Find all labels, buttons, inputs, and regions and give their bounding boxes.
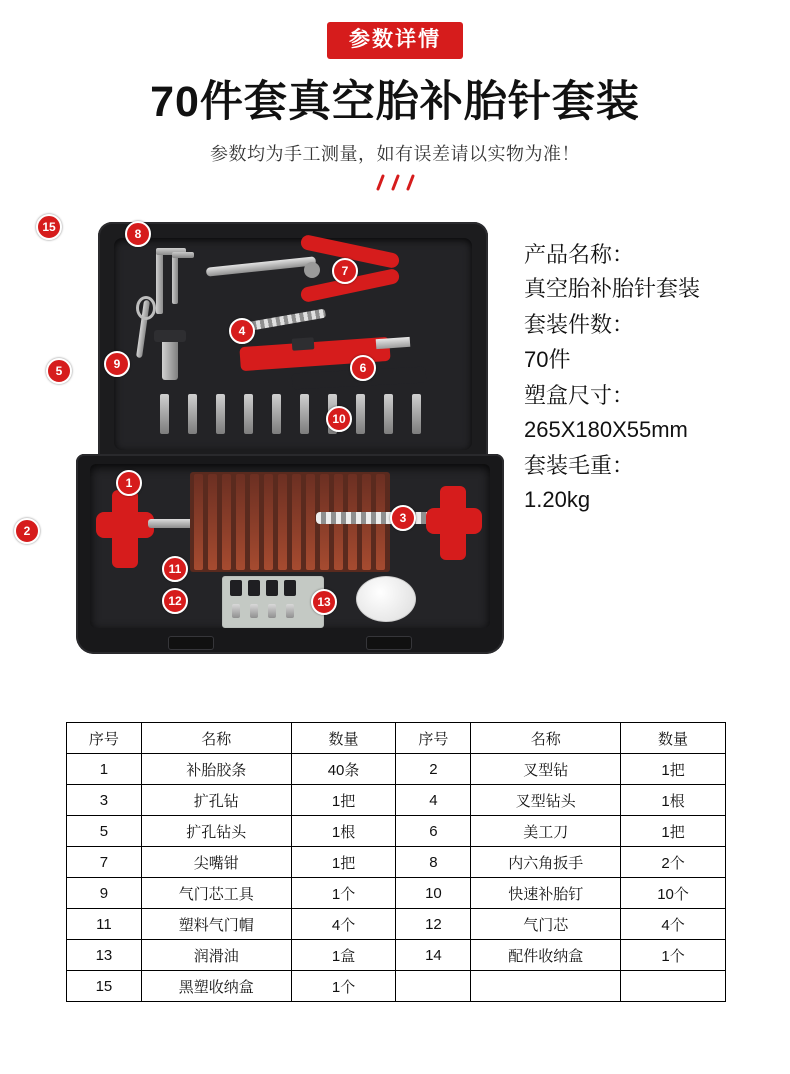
table-cell: 40条 (291, 754, 396, 785)
table-cell: 美工刀 (471, 816, 621, 847)
repair-nail (244, 394, 253, 434)
callout-6: 6 (350, 355, 376, 381)
repair-strip (250, 474, 259, 570)
table-row (67, 909, 726, 940)
repair-nail (188, 394, 197, 434)
table-cell (396, 971, 471, 1002)
valve-core (286, 604, 294, 618)
case-lid (98, 222, 488, 462)
table-cell: 10 (396, 878, 471, 909)
table-row (67, 971, 726, 1002)
table-cell: 5 (67, 816, 142, 847)
table-cell (621, 971, 726, 1002)
table-cell: 1根 (621, 785, 726, 816)
table-header-cell: 序号 (396, 723, 471, 754)
spec-weight-value: 1.20kg (524, 486, 591, 512)
repair-strip (208, 474, 217, 570)
callout-10: 10 (326, 406, 352, 432)
valve-cap (266, 580, 278, 596)
table-header-cell: 名称 (141, 723, 291, 754)
hex-key-small (172, 256, 178, 304)
repair-nail (216, 394, 225, 434)
callout-2: 2 (14, 518, 40, 544)
hex-key-small-head (172, 252, 194, 258)
table-cell: 1把 (621, 816, 726, 847)
lid-foam-tray (114, 238, 472, 450)
repair-strip (278, 474, 287, 570)
tool-case-illustration (70, 204, 510, 664)
table-cell: 11 (67, 909, 142, 940)
repair-strip (264, 474, 273, 570)
callout-12: 12 (162, 588, 188, 614)
valve-core (250, 604, 258, 618)
parts-table (66, 722, 726, 1002)
table-cell: 塑料气门帽 (141, 909, 291, 940)
repair-strip (306, 474, 315, 570)
valve-core (268, 604, 276, 618)
repair-nail (300, 394, 309, 434)
table-cell: 尖嘴钳 (141, 847, 291, 878)
repair-nail (384, 394, 393, 434)
table-cell: 3 (67, 785, 142, 816)
spec-weight-label: 套装毛重： (524, 452, 635, 478)
repair-strip (236, 474, 245, 570)
callout-15: 15 (36, 214, 62, 240)
case-latch-right (366, 636, 412, 650)
fork-tool-crossbar-left (96, 512, 154, 538)
base-foam-tray (90, 464, 490, 628)
table-cell: 1把 (291, 785, 396, 816)
table-row (67, 940, 726, 971)
pliers-pivot (304, 262, 320, 278)
table-cell: 1 (67, 754, 142, 785)
repair-strip (194, 474, 203, 570)
table-cell: 4 (396, 785, 471, 816)
table-cell: 15 (67, 971, 142, 1002)
section-badge: 参数详情 (327, 22, 463, 59)
table-cell: 7 (67, 847, 142, 878)
table-cell: 2 (396, 754, 471, 785)
utility-knife-slider (292, 338, 315, 352)
spec-list (524, 238, 774, 519)
decorative-ticks (0, 174, 790, 194)
table-cell: 1把 (291, 847, 396, 878)
repair-strip (222, 474, 231, 570)
table-cell: 快速补胎钉 (471, 878, 621, 909)
callout-4: 4 (229, 318, 255, 344)
callout-1: 1 (116, 470, 142, 496)
table-cell: 内六角扳手 (471, 847, 621, 878)
table-cell: 12 (396, 909, 471, 940)
table-cell (471, 971, 621, 1002)
table-cell: 气门芯 (471, 909, 621, 940)
reamer-tool-crossbar-right (426, 508, 482, 534)
table-cell: 扩孔钻头 (141, 816, 291, 847)
spec-count-label: 套装件数： (524, 312, 635, 338)
table-header-row (67, 723, 726, 754)
table-cell: 配件收纳盒 (471, 940, 621, 971)
valve-cap (284, 580, 296, 596)
table-cell: 扩孔钻 (141, 785, 291, 816)
page-subtitle: 参数均为手工测量，如有误差请以实物为准！ (210, 144, 580, 165)
callout-5: 5 (46, 358, 72, 384)
case-latch-left (168, 636, 214, 650)
table-cell: 13 (67, 940, 142, 971)
table-row (67, 754, 726, 785)
table-cell: 8 (396, 847, 471, 878)
parts-table-body (67, 723, 726, 1002)
repair-nail (160, 394, 169, 434)
table-cell: 4个 (621, 909, 726, 940)
spec-name-label: 产品名称： (524, 242, 635, 268)
table-cell: 14 (396, 940, 471, 971)
table-row (67, 878, 726, 909)
repair-strip (292, 474, 301, 570)
valve-core (232, 604, 240, 618)
table-cell: 4个 (291, 909, 396, 940)
table-row (67, 816, 726, 847)
hex-key-large (156, 252, 163, 314)
spec-name-value: 真空胎补胎针套装 (524, 276, 701, 302)
header-badge-row (0, 0, 790, 59)
utility-knife-blade (376, 337, 411, 349)
table-cell: 黑塑收纳盒 (141, 971, 291, 1002)
table-cell: 叉型钻头 (471, 785, 621, 816)
reamer-tool-shaft-right (316, 512, 440, 524)
table-row (67, 785, 726, 816)
valve-cap (248, 580, 260, 596)
callout-11: 11 (162, 556, 188, 582)
table-header-cell: 名称 (471, 723, 621, 754)
table-row (67, 847, 726, 878)
table-cell: 1个 (291, 971, 396, 1002)
table-cell: 6 (396, 816, 471, 847)
page-title: 70件套真空胎补胎针套装 (150, 78, 640, 126)
parts-table-wrap (66, 722, 726, 1002)
callout-8: 8 (125, 221, 151, 247)
callout-13: 13 (311, 589, 337, 615)
valve-core-tool-head (154, 330, 186, 342)
spec-count-value: 70件 (524, 346, 571, 372)
table-header-cell: 数量 (621, 723, 726, 754)
callout-7: 7 (332, 258, 358, 284)
pliers-jaw (206, 257, 316, 277)
callout-9: 9 (104, 351, 130, 377)
repair-nail (272, 394, 281, 434)
table-cell: 9 (67, 878, 142, 909)
table-cell: 润滑油 (141, 940, 291, 971)
spec-size-label: 塑盒尺寸： (524, 382, 635, 408)
table-cell: 1把 (621, 754, 726, 785)
table-cell: 1盒 (291, 940, 396, 971)
table-cell: 2个 (621, 847, 726, 878)
lubricant-tin (356, 576, 416, 622)
repair-nail (356, 394, 365, 434)
reamer-eye (136, 296, 156, 320)
table-cell: 1个 (291, 878, 396, 909)
table-cell: 补胎胶条 (141, 754, 291, 785)
callout-3: 3 (390, 505, 416, 531)
table-cell: 10个 (621, 878, 726, 909)
table-header-cell: 数量 (291, 723, 396, 754)
table-cell: 1根 (291, 816, 396, 847)
product-photo-area (0, 200, 790, 670)
valve-cap (230, 580, 242, 596)
table-cell: 叉型钻 (471, 754, 621, 785)
table-cell: 1个 (621, 940, 726, 971)
table-cell: 气门芯工具 (141, 878, 291, 909)
spec-size-value: 265X180X55mm (524, 416, 688, 442)
table-header-cell: 序号 (67, 723, 142, 754)
repair-nail (412, 394, 421, 434)
